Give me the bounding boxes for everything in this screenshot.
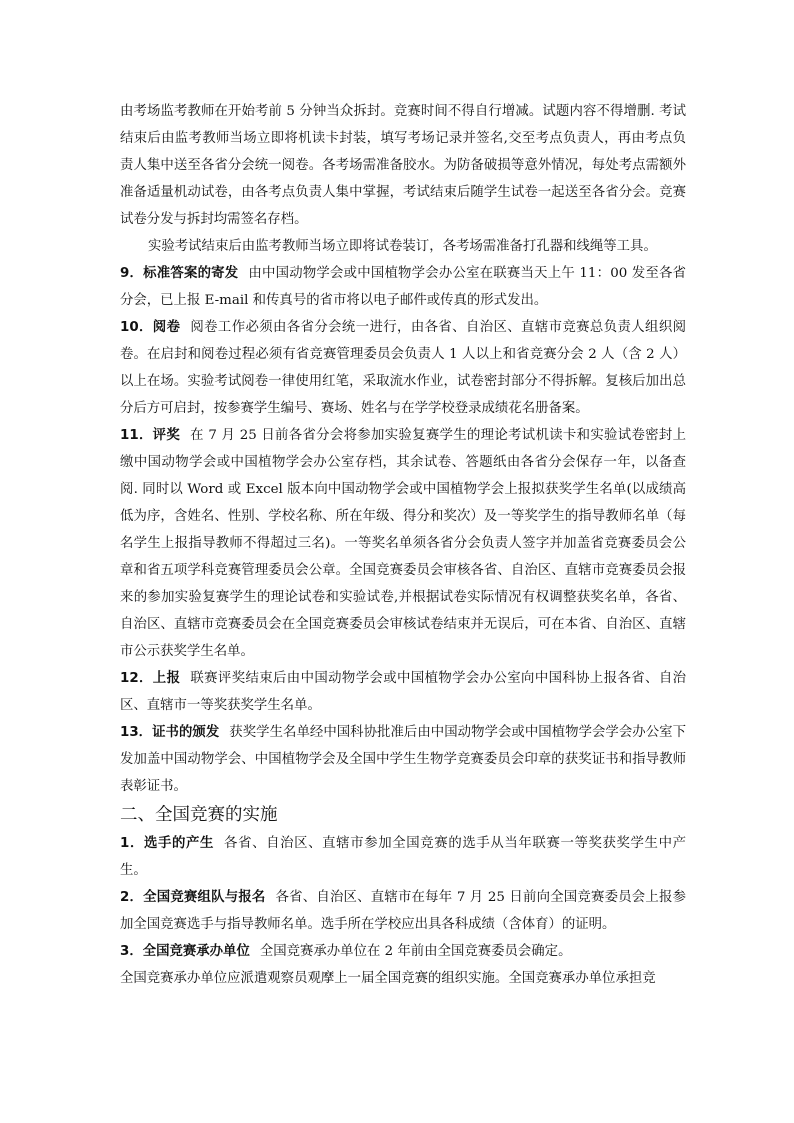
item-report (120, 665, 686, 719)
paragraph-lab-exam: 实验考试结束后由监考教师当场立即将试卷装订，各考场需准备打孔器和线绳等工具。 (148, 239, 657, 254)
section-heading: 二、全国竞赛的实施 (120, 805, 278, 825)
paragraph-host-observer: 全国竞赛承办单位应派遣观察员观摩上一届全国竞赛的组织实施。全国竞赛承办单位承担竞 (120, 971, 656, 986)
item-label: 1．选手的产生 (120, 836, 215, 851)
item-label: 3．全国竞赛承办单位 (120, 944, 250, 959)
item-text: 获奖学生名单经中国科协批准后由中国动物学会或中国植物学会学会办公室下发加盖中国动物学会、中国植物学会及全国中学生生物学竞赛委员会印章的获奖证书和指导教师表彰证书。 (120, 725, 686, 794)
item-grading (120, 314, 686, 422)
item-text: 各省、自治区、直辖市在每年 7 月 25 日前向全国竞赛委员会上报参加全国竞赛选手与指导教师名单。选手所在学校应出具各科成绩（含体育）的证明。 (120, 890, 686, 932)
item-text: 联赛评奖结束后由中国动物学会或中国植物学会办公室向中国科协上报各省、自治区、直辖市一等奖获奖学生名单。 (120, 671, 686, 713)
item-answer-key (120, 260, 686, 314)
item-text: 由中国动物学会或中国植物学会办公室在联赛当天上午 11：00 发至各省分会，已上报 E-mail 和传真号的省市将以电子邮件或传真的形式发出。 (120, 266, 686, 308)
item-text: 在 7 月 25 日前各省分会将参加实验复赛学生的理论考试机读卡和实验试卷密封上缴中国动物学会或中国植物学会办公室存档，其余试卷、答题纸由各省分会保存一年，以备查阅. 同时以 Word 或 Excel 版本向中国动物学会或中国植物学会上报拟获奖学生名单(以成绩高低为序，含姓名、性别、学校名称、所在年级、得分和奖次）及一等奖学生的指导教师名单（每名学生上报指导教师不得超过三名)。一等奖名单须各省分会负责人签字并加盖省竞赛委员会公章和省五项学科竞赛管理委员会公章。全国竞赛委员会审核各省、自治区、直辖市竞赛委员会报来的参加实验复赛学生的理论试卷和实验试卷,并根据试卷实际情况有权调整获奖名单，各省、自治区、直辖市竞赛委员会在全国竞赛委员会审核试卷结束并无误后，可在本省、自治区、直辖市公示获奖学生名单。 (120, 428, 686, 659)
item-team-registration (120, 884, 686, 938)
item-text: 全国竞赛承办单位在 2 年前由全国竞赛委员会确定。 (259, 944, 572, 959)
item-label: 10．阅卷 (120, 320, 181, 335)
item-text: 阅卷工作必须由各省分会统一进行，由各省、自治区、直辖市竞赛总负责人组织阅卷。在启封和阅卷过程必须有省竞赛管理委员会负责人 1 人以上和省竞赛分会 2 人（含 2 人）以上在场。实验考试阅卷一律使用红笔，采取流水作业，试卷密封部分不得拆解。复核后加出总分后方可启封，按参赛学生编号、赛场、姓名与在学学校登录成绩花名册备案。 (120, 320, 686, 416)
item-host-organizer (120, 938, 686, 965)
item-label: 9．标准答案的寄发 (120, 266, 239, 281)
item-label: 11．评奖 (120, 428, 181, 443)
item-text: 各省、自治区、直辖市参加全国竞赛的选手从当年联赛一等奖获奖学生中产生。 (120, 836, 686, 878)
paragraph-exam-opening: 由考场监考教师在开始考前 5 分钟当众拆封。竞赛时间不得自行增减。试题内容不得增删. 考试结束后由监考教师当场立即将机读卡封装，填写考场记录并签名,交至考点负责人，再由考点负责人集中送至各省分会统一阅卷。各考场需准备胶水。为防备破损等意外情况，每处考点需额外准备适量机动试卷，由各考点负责人集中掌握，考试结束后随学生试卷一起送至各省分会。竞赛试卷分发与拆封均需签名存档。 (120, 104, 686, 227)
item-label: 12．上报 (120, 671, 181, 686)
item-certificates (120, 719, 686, 800)
item-label: 2．全国竞赛组队与报名 (120, 890, 266, 905)
document-body (120, 98, 686, 992)
item-label: 13．证书的颁发 (120, 725, 220, 740)
item-awards (120, 422, 686, 665)
item-contestant-selection (120, 830, 686, 884)
